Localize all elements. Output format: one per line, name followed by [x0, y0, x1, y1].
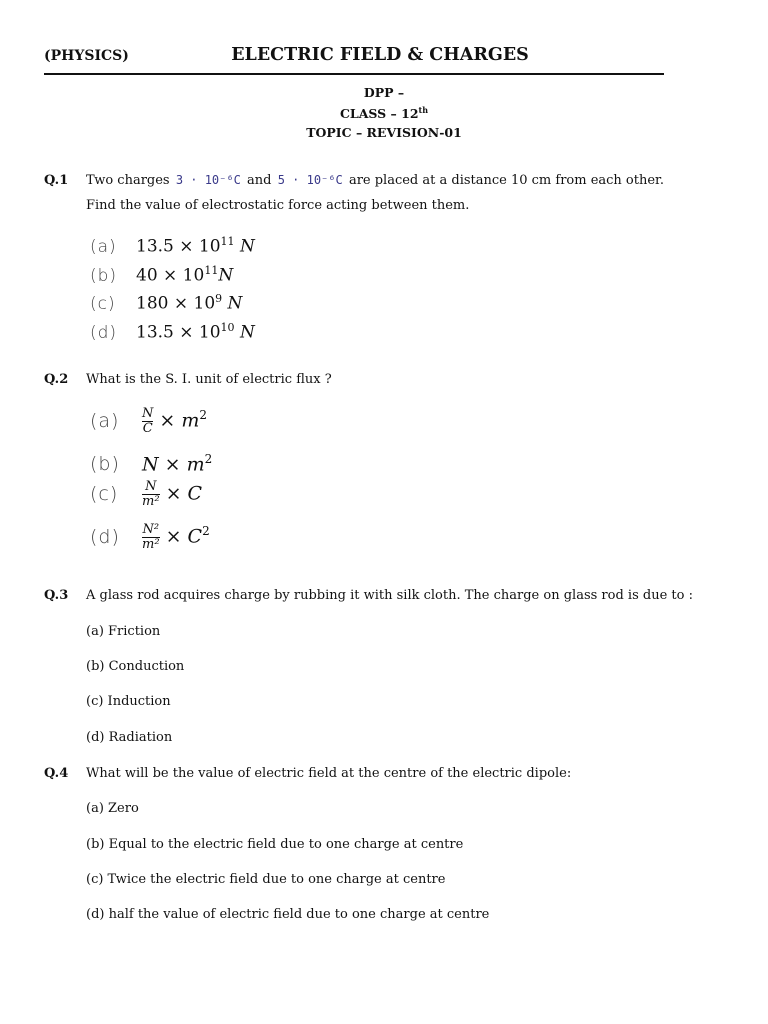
- q3-option-b: (b) Conduction: [86, 659, 185, 674]
- q2-number: Q.2: [44, 372, 69, 387]
- class-label: CLASS – 12th: [339, 105, 429, 122]
- q3-number: Q.3: [44, 588, 69, 603]
- q1-number: Q.1: [44, 173, 69, 188]
- q3-option-a: (a) Friction: [86, 624, 161, 639]
- q4-option-d: (d) half the value of electric field due to one charge at centre: [86, 907, 490, 922]
- q3-option-d: (d) Radiation: [86, 730, 173, 745]
- q1-option-b: (b) $40 \times 10^{11}N$: [90, 264, 234, 286]
- q1-charge1: 3 · 10⁻⁶C: [175, 173, 241, 187]
- q2-option-c: (c) $\frac{N}{\text{m²}}$ × C: [90, 479, 203, 509]
- header-divider: [44, 73, 664, 75]
- dpp-label: DPP –: [363, 85, 405, 100]
- q2-option-d: (d) $\frac{\text{N²}}{\text{m²}}$ × $C^2$: [90, 522, 210, 552]
- q1-option-a: (a) $13.5 \times 10^{11}$ N: [90, 235, 255, 257]
- q4-option-a: (a) Zero: [86, 801, 139, 816]
- subject-label: (PHYSICS): [44, 48, 129, 64]
- page-title: ELECTRIC FIELD & CHARGES: [231, 45, 529, 65]
- q1-charge2: 5 · 10⁻⁶C: [277, 173, 343, 187]
- q1-text-line1: Two charges 3 · 10⁻⁶C and 5 · 10⁻⁶C are placed at a distance 10 cm from each other.: [86, 173, 664, 188]
- q2-option-a: (a) $\frac{N}{C}$ × $m^2$: [90, 406, 208, 436]
- q3-text: A glass rod acquires charge by rubbing it with silk cloth. The charge on glass rod is due to :: [86, 588, 693, 603]
- q4-text: What will be the value of electric field at the centre of the electric dipole:: [86, 766, 572, 781]
- q4-option-b: (b) Equal to the electric field due to one charge at centre: [86, 837, 464, 852]
- q2-option-b: (b) $N \times m^2$: [90, 452, 213, 476]
- q3-option-c: (c) Induction: [86, 694, 171, 709]
- q4-option-c: (c) Twice the electric field due to one charge at centre: [86, 872, 446, 887]
- q1-option-c: (c) $180 \times 10^9$ N: [90, 292, 243, 314]
- q4-number: Q.4: [44, 766, 69, 781]
- q2-text: What is the S. I. unit of electric flux ?: [86, 372, 332, 387]
- topic-label: TOPIC – REVISION-01: [306, 125, 462, 140]
- q1-text-line2: Find the value of electrostatic force acting between them.: [86, 198, 470, 213]
- q1-option-d: (d) $13.5 \times 10^{10}$ N: [90, 321, 255, 343]
